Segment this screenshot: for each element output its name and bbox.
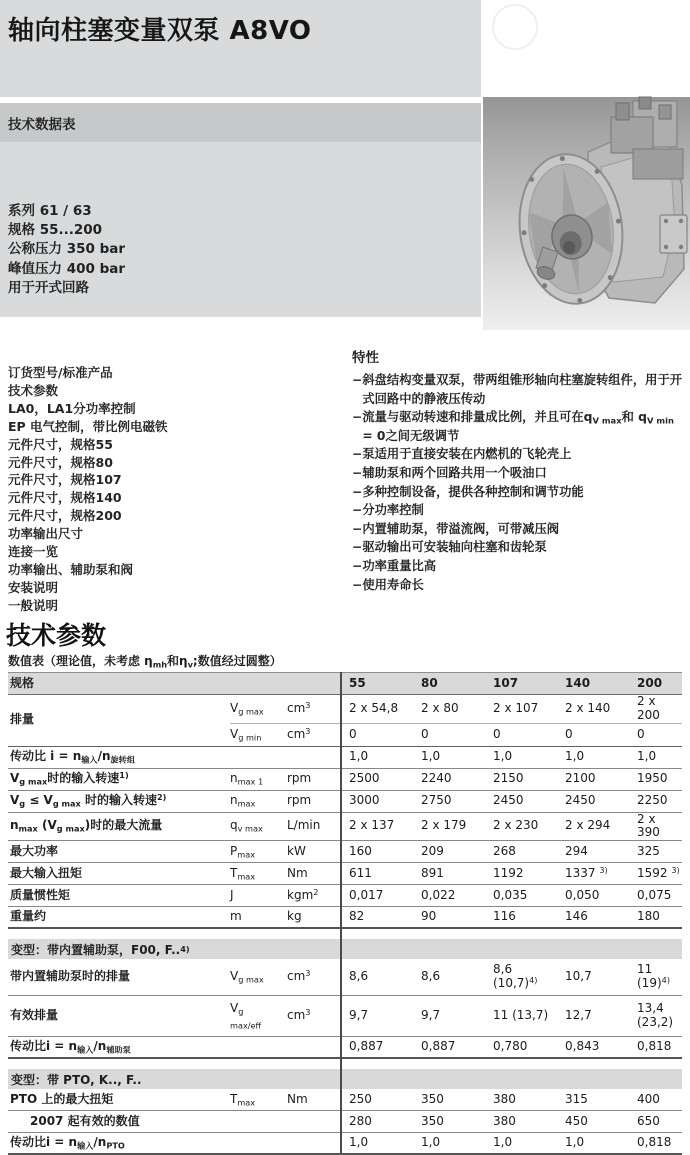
table-row [8, 747, 682, 769]
row-label: 2007 起有效的数值 [30, 1113, 140, 1128]
cell-value: 8,6 $(10,7)^{4)}$ [493, 962, 538, 991]
cell-value: 1,0 [349, 1135, 369, 1150]
row-label: 重量约 [10, 909, 47, 924]
toc-item: 技术参数 [8, 382, 59, 398]
cell-value: 380 [493, 1113, 516, 1128]
row-unit: kgm$^2$ [287, 886, 319, 902]
row-symbol: $V_{g max}$ [230, 969, 264, 985]
row-symbol: $P_{max}$ [230, 843, 256, 860]
table-row [8, 769, 682, 791]
cell-value: 2 x 179 [421, 818, 467, 833]
row-symbol: J [230, 887, 234, 902]
feature-item: − 多种控制设备，提供各种控制和调节功能 [352, 484, 584, 499]
row-label: 传动比 $i = n_{输入}/n_{旋转组}$ [10, 749, 135, 765]
cell-value: 1592 $^{3)}$ [637, 864, 680, 880]
toc-item: 订货型号/标准产品 [8, 365, 113, 380]
feature-item: − 功率重量比高 [352, 558, 437, 573]
row-label: $V_{g max}$时的输入转速$^{1)}$ [10, 770, 129, 787]
toc-item: EP 电气控制，带比例电磁铁 [8, 418, 168, 434]
cell-value: 0 [637, 726, 645, 741]
cell-value: 0,887 [421, 1039, 456, 1054]
row-label: 最大输入扭矩 [10, 865, 83, 880]
table-row [8, 959, 682, 996]
databar-label: 技术数据表 [8, 116, 76, 133]
cell-value: 2 x 200 [637, 694, 660, 722]
cell-value: 2 x 107 [493, 700, 539, 715]
cell-value: 1,0 [493, 1135, 513, 1150]
cell-value: 8,6 [421, 969, 441, 984]
row-symbol: $T_{max}$ [230, 865, 256, 882]
tech-params-heading: 技术参数 [6, 621, 107, 650]
cell-value: 180 [637, 909, 660, 924]
row-label: 最大功率 [10, 843, 59, 858]
row-symbol: $V_{g min}$ [230, 726, 262, 742]
cell-value: 12,7 [565, 1008, 592, 1023]
table-divider-line [340, 672, 342, 1153]
row-symbol: $T_{max}$ [230, 1091, 256, 1108]
cell-value: 294 [565, 843, 588, 858]
cell-value: 400 [637, 1091, 660, 1106]
row-label: $n_{max}$ $(V_{g max})$时的最大流量 [10, 818, 163, 834]
row-unit: $cm^3$ [287, 1007, 311, 1023]
row-unit: $cm^3$ [287, 699, 311, 715]
section-header-pto: 变型：带 PTO, K.., F.. [8, 1069, 682, 1089]
toc-item: 安装说明 [8, 579, 59, 595]
cell-value: 0 [349, 726, 357, 741]
table-row-displacement [8, 695, 682, 747]
cell-value: 0,050 [565, 887, 600, 902]
cell-value: 2250 [637, 793, 668, 808]
sub-row-vgmax [230, 695, 682, 724]
feature-item: − 辅助泵和两个回路共用一个吸油口 [352, 465, 547, 480]
row-unit: $cm^3$ [287, 725, 311, 741]
cell-value: 350 [421, 1113, 444, 1128]
toc-item: 连接一览 [8, 544, 59, 560]
cell-value: 2 x 230 [493, 818, 539, 833]
info-line-sizes: 规格 55...200 [8, 222, 103, 239]
toc-item: LA0，LA1分功率控制 [8, 400, 136, 416]
row-label: $V_g \le V_{g max}$ 时的输入转速$^{2)}$ [10, 792, 167, 809]
cell-value: 1,0 [421, 1135, 441, 1150]
cell-value: 2 x 137 [349, 818, 395, 833]
cell-value: 2 x 140 [565, 700, 611, 715]
cell-value: 450 [565, 1113, 588, 1128]
row-symbol: $q_{v max}$ [230, 818, 263, 834]
table-row [8, 841, 682, 863]
cell-value: 1,0 [637, 749, 657, 764]
cell-value: 9,7 [421, 1008, 441, 1023]
toc-list [8, 364, 338, 615]
cell-value: 650 [637, 1113, 660, 1128]
cell-value: 0,780 [493, 1039, 528, 1054]
column-header: 55 [349, 675, 366, 690]
cell-value: 280 [349, 1113, 372, 1128]
cell-value: 1,0 [493, 749, 513, 764]
table-header-row [8, 672, 682, 695]
info-line-circuit: 用于开式回路 [8, 279, 89, 296]
cell-value: 2450 [565, 793, 596, 808]
cell-value: 2750 [421, 793, 452, 808]
table-row [8, 863, 682, 885]
cell-value: 10,7 [565, 969, 592, 984]
cell-value: 0,843 [565, 1039, 600, 1054]
cell-value: 2100 [565, 771, 596, 786]
row-unit: L/min [287, 818, 321, 833]
cell-value: 2240 [421, 771, 452, 786]
cell-value: 11 $(19)^{4)}$ [637, 962, 671, 991]
features-title: 特性 [352, 350, 379, 366]
toc-item: 元件尺寸，规格80 [8, 454, 113, 470]
row-unit: kg [287, 909, 302, 924]
row-symbol: $V_{g max}$ [230, 700, 264, 717]
row-unit: rpm [287, 771, 312, 786]
table-row [8, 907, 682, 929]
row-label: 带内置辅助泵时的排量 [10, 969, 131, 984]
cell-value: 2 x 390 [637, 811, 660, 840]
cell-value: 0 [421, 726, 429, 741]
row-label: 排量 [10, 712, 35, 727]
cell-value: 2 x 54,8 [349, 700, 399, 715]
cell-value: 116 [493, 909, 516, 924]
cell-value: 0,075 [637, 887, 672, 902]
cell-value: 891 [421, 865, 444, 880]
cell-value: 1192 [493, 865, 524, 880]
row-label: PTO 上的最大扭矩 [10, 1091, 114, 1106]
row-label: 传动比$i = n_{输入}/n_{辅助泵}$ [10, 1039, 131, 1055]
cell-value: 1,0 [349, 749, 369, 764]
table-row [8, 885, 682, 907]
cell-value: 1,0 [421, 749, 441, 764]
feature-item: − 分功率控制 [352, 503, 424, 518]
cell-value: 1337 $^{3)}$ [565, 864, 608, 880]
table-row [8, 1133, 682, 1155]
toc-item: 元件尺寸，规格200 [8, 508, 122, 524]
row-symbol: $V_g$ $_{max/eff}$ [230, 1001, 262, 1031]
cell-value: 1,0 [565, 749, 585, 764]
cell-value: 315 [565, 1091, 588, 1106]
spec-table [8, 672, 682, 1155]
cell-value: 0,818 [637, 1135, 672, 1150]
table-row [8, 791, 682, 813]
row-symbol: $n_{max 1}$ [230, 771, 264, 787]
cell-value: 160 [349, 843, 372, 858]
databar [0, 103, 481, 142]
feature-item: − 泵适用于直接安装在内燃机的飞轮壳上 [352, 447, 572, 462]
cell-value: 380 [493, 1091, 516, 1106]
toc-item: 元件尺寸，规格107 [8, 472, 122, 488]
info-line-peak-pressure: 峰值压力 400 bar [8, 260, 126, 277]
info-line-series: 系列 61 / 63 [8, 203, 92, 219]
toc-item: 功率输出尺寸 [8, 526, 84, 542]
cell-value: 209 [421, 843, 444, 858]
section-header-aux-pump: 变型：带内置辅助泵，F00, F.. 4) [8, 939, 682, 959]
cell-value: 1,0 [565, 1135, 585, 1150]
table-row [8, 1037, 682, 1059]
cell-value: 2 x 80 [421, 700, 459, 715]
cell-value: 0 [493, 726, 501, 741]
cell-value: 0,017 [349, 887, 384, 902]
table-row [8, 1111, 682, 1133]
row-label: 有效排量 [10, 1008, 59, 1023]
cell-value: 2 x 294 [565, 818, 611, 833]
row-unit: rpm [287, 793, 312, 808]
column-header: 107 [493, 675, 519, 690]
sub-row-vgmin [230, 724, 682, 746]
cell-value: 250 [349, 1091, 372, 1106]
page-title: 轴向柱塞变量双泵 A8VO [8, 16, 312, 46]
cell-value: 0 [565, 726, 573, 741]
row-label: 质量惯性矩 [10, 887, 71, 902]
row-unit: kW [287, 843, 306, 858]
cell-value: 611 [349, 865, 372, 880]
cell-value: 0,022 [421, 887, 456, 902]
cell-value: 268 [493, 843, 516, 858]
toc-item: 元件尺寸，规格55 [8, 436, 113, 452]
table-gap [8, 929, 682, 939]
table-row [8, 813, 682, 842]
table-row [8, 1089, 682, 1111]
cell-value: 13,4 (23,2) [637, 1001, 674, 1030]
feature-item: − 内置辅助泵，带溢流阀，可带减压阀 [352, 521, 560, 536]
row-symbol: m [230, 909, 242, 924]
table-row [8, 996, 682, 1037]
cell-value: 82 [349, 909, 365, 924]
row-unit: $cm^3$ [287, 968, 311, 984]
cell-value: 1950 [637, 771, 668, 786]
toc-item: 元件尺寸，规格140 [8, 490, 122, 506]
product-photo [483, 97, 690, 330]
info-block [0, 142, 481, 317]
values-table-note: 数值表（理论值，未考虑 $\eta_{mh}$和$\eta_v$;数值经过圆整） [8, 654, 282, 670]
row-symbol: $n_{max}$ [230, 793, 256, 809]
cell-value: 350 [421, 1091, 444, 1106]
cell-value: 11 (13,7) [493, 1008, 549, 1023]
cell-value: 0,818 [637, 1039, 672, 1054]
feature-item: − 驱动输出可安装轴向柱塞和齿轮泵 [352, 540, 547, 555]
features-section [352, 346, 688, 594]
pump-illustration [483, 97, 690, 330]
column-header-size: 规格 [10, 675, 35, 690]
cell-value: 146 [565, 909, 588, 924]
cell-value: 3000 [349, 793, 380, 808]
table-gap [8, 1059, 682, 1069]
column-header: 80 [421, 675, 438, 690]
feature-item: − 流量与驱动转速和排量成比例，并且可在$q_{V max}$和 $q_{V min} = 0$之间无级调节 [352, 410, 674, 443]
row-unit: Nm [287, 865, 308, 880]
row-label: 传动比$i = n_{输入}/n_{PTO}$ [10, 1135, 125, 1151]
cell-value: 8,6 [349, 969, 369, 984]
feature-item: − 使用寿命长 [352, 577, 424, 592]
info-line-nominal-pressure: 公称压力 350 bar [8, 241, 126, 258]
cell-value: 0,887 [349, 1039, 384, 1054]
cell-value: 2150 [493, 771, 524, 786]
cell-value: 2500 [349, 771, 380, 786]
cell-value: 90 [421, 909, 437, 924]
column-header: 200 [637, 675, 663, 690]
cell-value: 9,7 [349, 1008, 369, 1023]
toc-item: 一般说明 [8, 597, 59, 613]
watermark-circle [492, 4, 538, 50]
toc-item: 功率输出、辅助泵和阀 [8, 561, 134, 577]
cell-value: 2450 [493, 793, 524, 808]
cell-value: 0,035 [493, 887, 528, 902]
feature-item: − 斜盘结构变量双泵，带两组锥形轴向柱塞旋转组件，用于开式回路中的静液压传动 [352, 373, 683, 406]
row-unit: Nm [287, 1091, 308, 1106]
cell-value: 325 [637, 843, 660, 858]
header-block [0, 0, 481, 97]
column-header: 140 [565, 675, 591, 690]
